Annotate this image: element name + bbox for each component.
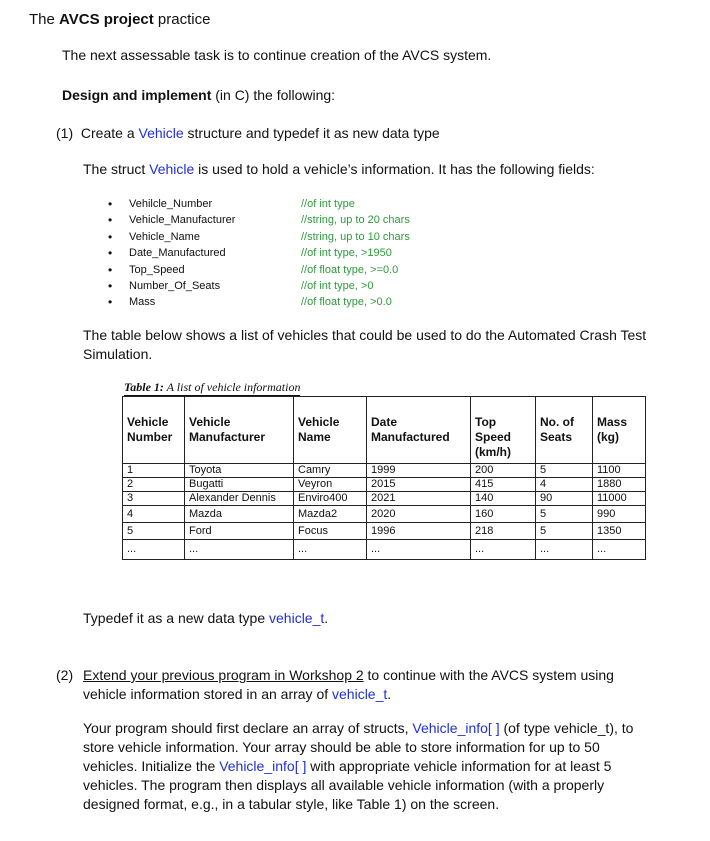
table-cell: ... (185, 540, 294, 560)
table-description: The table below shows a list of vehicles that could be used to do the Automated Crash Test Simulation. (83, 327, 647, 362)
table-cell: 2021 (367, 492, 471, 506)
column-header: Mass (kg) (593, 397, 646, 464)
table-cell: 5 (536, 464, 593, 478)
table-cell: 218 (471, 523, 536, 540)
column-header: Vehicle Manufacturer (185, 397, 294, 464)
table-cell: 4 (536, 478, 593, 492)
table-cell: 1350 (593, 523, 646, 540)
table-cell: 2015 (367, 478, 471, 492)
field-comment: //string, up to 20 chars (301, 214, 410, 227)
bullet-icon: • (108, 229, 113, 244)
field-comment: //string, up to 10 chars (301, 230, 410, 243)
bullet-icon: • (108, 213, 113, 228)
table-cell: 160 (471, 506, 536, 523)
table-cell: Bugatti (185, 478, 294, 492)
table-row (123, 492, 646, 506)
table-cell: ... (367, 540, 471, 560)
field-comment: //of float type, >0.0 (301, 296, 392, 309)
table-cell: Focus (294, 523, 367, 540)
intro-text: The next assessable task is to continue creation of the AVCS system. (62, 47, 492, 63)
table-cell: 11000 (593, 492, 646, 506)
table-cell: 1996 (367, 523, 471, 540)
table-cell: ... (123, 540, 185, 560)
instructions-paragraph: Your program should first declare an array of structs, Vehicle_info[ ] (of type vehicle_t), to store vehicle information. Your array should be able to store information for up to 50 vehicles. Initialize the Vehicle_info[ ] with appropriate vehicle information for at least 5 vehicles. The program then displays all available vehicle information (with a properly designed format, e.g., in a tabular style, like Table 1) on the screen. (83, 720, 634, 812)
design-heading: Design and implement (in C) the following: (62, 87, 336, 103)
field-name: Vehicle_Name (129, 230, 200, 243)
table-caption: Table 1: A list of vehicle information (124, 380, 301, 394)
table-cell: Camry (294, 464, 367, 478)
vehicle-table (122, 396, 646, 560)
column-header: Date Manufactured (367, 397, 471, 464)
table-cell: 415 (471, 478, 536, 492)
bullet-icon: • (108, 197, 113, 211)
table-row (123, 506, 646, 523)
field-comment: //of int type, >1950 (301, 247, 392, 260)
table-cell: 4 (123, 506, 185, 523)
field-name: Vehicle_Manufacturer (129, 214, 236, 227)
field-comment: //of int type, >0 (301, 279, 374, 292)
field-name: Top_Speed (129, 263, 185, 276)
workshop-2-link: Extend your previous program in Workshop 2 (83, 667, 364, 683)
table-cell: Veyron (294, 478, 367, 492)
field-name: Mass (129, 296, 156, 309)
table-cell: 90 (536, 492, 593, 506)
table-cell: 140 (471, 492, 536, 506)
table-cell: ... (593, 540, 646, 560)
table-cell: Enviro400 (294, 492, 367, 506)
table-cell: 990 (593, 506, 646, 523)
table-cell: 1880 (593, 478, 646, 492)
bullet-icon: • (108, 295, 113, 310)
table-cell: 3 (123, 492, 185, 506)
table-cell: ... (471, 540, 536, 560)
page-title: The AVCS project practice (29, 11, 211, 28)
table-cell: 5 (536, 523, 593, 540)
table-cell: 2020 (367, 506, 471, 523)
table-cell: Toyota (185, 464, 294, 478)
field-name: Vehilcle_Number (129, 198, 213, 210)
table-cell: 5 (123, 523, 185, 540)
field-comment: //of float type, >=0.0 (301, 263, 399, 276)
column-header: Vehicle Number (123, 397, 185, 464)
bullet-icon: • (108, 262, 113, 277)
task-1-heading: (1) Create a Vehicle structure and typedef it as new data type (56, 125, 440, 141)
table-cell: 5 (536, 506, 593, 523)
table-cell: ... (536, 540, 593, 560)
table-cell: Ford (185, 523, 294, 540)
typedef-text: Typedef it as a new data type vehicle_t. (83, 610, 329, 626)
table-row (123, 478, 646, 492)
table-cell: Mazda (185, 506, 294, 523)
column-header: Top Speed (km/h) (471, 397, 536, 464)
bullet-icon: • (108, 278, 113, 293)
table-cell: Mazda2 (294, 506, 367, 523)
field-name: Date_Manufactured (129, 247, 226, 260)
table-row (123, 540, 646, 560)
task-2-heading: (2) Extend your previous program in Workshop 2 to continue with the AVCS system using vehicle information stored in an array of vehicle_t. (56, 667, 614, 702)
table-cell: 2 (123, 478, 185, 492)
vehicle-link: Vehicle (138, 125, 184, 141)
table-cell: 1999 (367, 464, 471, 478)
table-cell: 1100 (593, 464, 646, 478)
column-header: No. of Seats (536, 397, 593, 464)
table-cell: ... (294, 540, 367, 560)
table-cell: 200 (471, 464, 536, 478)
field-comment: //of int type (301, 198, 355, 210)
table-cell: 1 (123, 464, 185, 478)
table-row (123, 523, 646, 540)
field-name: Number_Of_Seats (129, 279, 221, 292)
bullet-icon: • (108, 246, 113, 261)
table-header-row (123, 397, 646, 464)
table-row (123, 464, 646, 478)
column-header: Vehicle Name (294, 397, 367, 464)
struct-description: The struct Vehicle is used to hold a vehicle’s information. It has the following fields: (83, 161, 595, 177)
table-cell: Alexander Dennis (185, 492, 294, 506)
